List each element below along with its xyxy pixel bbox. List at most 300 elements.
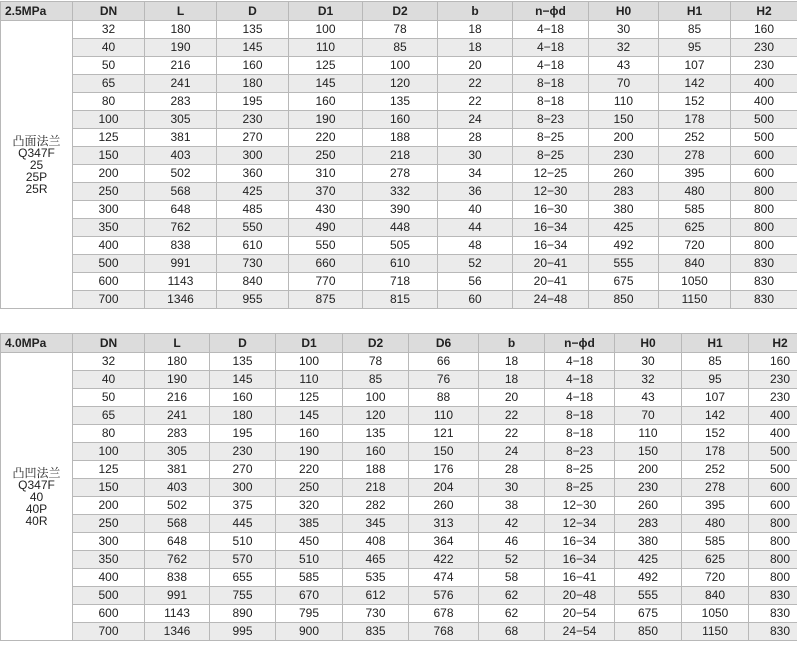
table-cell: 190: [276, 443, 343, 461]
table-cell: 52: [479, 551, 545, 569]
table-cell: 142: [659, 75, 731, 93]
table-cell: 576: [409, 587, 479, 605]
table-cell: 216: [145, 57, 217, 75]
table-cell: 95: [682, 371, 749, 389]
table-cell: 100: [343, 389, 409, 407]
table-cell: 800: [749, 515, 797, 533]
table-cell: 78: [343, 353, 409, 371]
table-cell: 100: [73, 111, 145, 129]
table-cell: 8−18: [545, 407, 615, 425]
table-cell: 283: [615, 515, 682, 533]
table-row: [1, 21, 797, 39]
table-cell: 465: [343, 551, 409, 569]
table-cell: 125: [73, 461, 145, 479]
table-cell: 485: [217, 201, 289, 219]
table-cell: 16−34: [513, 219, 589, 237]
table-cell: 24: [438, 111, 513, 129]
table-cell: 120: [343, 407, 409, 425]
table-cell: 8−23: [545, 443, 615, 461]
table-cell: 230: [615, 479, 682, 497]
table-cell: 32: [73, 21, 145, 39]
table-cell: 502: [145, 497, 210, 515]
table-cell: 16−34: [545, 533, 615, 551]
table-cell: 600: [73, 273, 145, 291]
table-cell: 830: [731, 291, 797, 309]
table-cell: 550: [289, 237, 363, 255]
pressure-header: 4.0MPa: [1, 334, 73, 353]
table-cell: 30: [615, 353, 682, 371]
table-cell: 241: [145, 407, 210, 425]
table-row: [1, 569, 797, 587]
table-cell: 145: [210, 371, 276, 389]
table-cell: 34: [438, 165, 513, 183]
table-cell: 718: [363, 273, 438, 291]
table-cell: 30: [438, 147, 513, 165]
table-cell: 4−18: [513, 21, 589, 39]
table-cell: 991: [145, 587, 210, 605]
table-cell: 313: [409, 515, 479, 533]
table-cell: 216: [145, 389, 210, 407]
table-cell: 500: [749, 461, 797, 479]
table-cell: 4−18: [545, 371, 615, 389]
table-cell: 43: [589, 57, 659, 75]
table-cell: 625: [682, 551, 749, 569]
table-cell: 85: [682, 353, 749, 371]
table-cell: 800: [731, 237, 797, 255]
table-cell: 670: [276, 587, 343, 605]
table-cell: 100: [276, 353, 343, 371]
table-cell: 720: [682, 569, 749, 587]
table-cell: 838: [145, 569, 210, 587]
table-cell: 612: [343, 587, 409, 605]
table-cell: 18: [479, 353, 545, 371]
table-cell: 675: [589, 273, 659, 291]
table-cell: 425: [589, 219, 659, 237]
table-cell: 107: [659, 57, 731, 75]
table-cell: 152: [682, 425, 749, 443]
table-cell: 260: [589, 165, 659, 183]
column-header: D: [217, 2, 289, 21]
table-cell: 80: [73, 425, 145, 443]
table-cell: 85: [363, 39, 438, 57]
table-row: [1, 291, 797, 309]
table-cell: 364: [409, 533, 479, 551]
column-header: b: [479, 334, 545, 353]
table-cell: 50: [73, 389, 145, 407]
table-cell: 4−18: [513, 57, 589, 75]
column-header: D: [210, 334, 276, 353]
table-cell: 32: [589, 39, 659, 57]
table-row: [1, 353, 797, 371]
table-cell: 180: [210, 407, 276, 425]
pressure-header: 2.5MPa: [1, 2, 73, 21]
table-cell: 56: [438, 273, 513, 291]
table-cell: 200: [73, 497, 145, 515]
table-cell: 840: [682, 587, 749, 605]
table-cell: 110: [615, 425, 682, 443]
table-cell: 178: [682, 443, 749, 461]
table-cell: 20−41: [513, 273, 589, 291]
flange-spec-table-2-5mpa: [0, 1, 797, 309]
table-cell: 40: [73, 39, 145, 57]
table-cell: 230: [749, 389, 797, 407]
table-cell: 800: [749, 569, 797, 587]
table-cell: 305: [145, 443, 210, 461]
table-cell: 40: [73, 371, 145, 389]
table-cell: 16−41: [545, 569, 615, 587]
table-cell: 16−30: [513, 201, 589, 219]
table-cell: 65: [73, 407, 145, 425]
table-row: [1, 515, 797, 533]
table-cell: 145: [276, 407, 343, 425]
column-header: D1: [276, 334, 343, 353]
table-cell: 190: [145, 371, 210, 389]
table-cell: 840: [217, 273, 289, 291]
table-cell: 395: [682, 497, 749, 515]
table-cell: 100: [363, 57, 438, 75]
table-cell: 70: [589, 75, 659, 93]
table-cell: 762: [145, 551, 210, 569]
table-cell: 380: [589, 201, 659, 219]
table-cell: 250: [276, 479, 343, 497]
table-row: [1, 461, 797, 479]
table-cell: 230: [731, 39, 797, 57]
table-cell: 230: [731, 57, 797, 75]
table-cell: 283: [145, 93, 217, 111]
table-cell: 625: [659, 219, 731, 237]
table-row: [1, 75, 797, 93]
table-cell: 502: [145, 165, 217, 183]
table-cell: 370: [289, 183, 363, 201]
table-cell: 22: [479, 425, 545, 443]
table-cell: 425: [615, 551, 682, 569]
table-cell: 28: [438, 129, 513, 147]
table-row: [1, 479, 797, 497]
table-cell: 188: [343, 461, 409, 479]
table-row: [1, 443, 797, 461]
table-cell: 320: [276, 497, 343, 515]
table-cell: 20: [479, 389, 545, 407]
table-cell: 160: [276, 425, 343, 443]
table-cell: 610: [363, 255, 438, 273]
table-cell: 425: [217, 183, 289, 201]
table-cell: 160: [749, 353, 797, 371]
column-header: D1: [289, 2, 363, 21]
column-header: H0: [589, 2, 659, 21]
table-cell: 8−25: [513, 129, 589, 147]
table-cell: 107: [682, 389, 749, 407]
table-row: [1, 57, 797, 75]
table-cell: 700: [73, 623, 145, 641]
table-cell: 230: [589, 147, 659, 165]
table-cell: 770: [289, 273, 363, 291]
table-cell: 585: [682, 533, 749, 551]
table-cell: 200: [615, 461, 682, 479]
table-cell: 150: [73, 479, 145, 497]
table-cell: 568: [145, 515, 210, 533]
table-cell: 600: [749, 497, 797, 515]
table-cell: 125: [73, 129, 145, 147]
table-row: [1, 497, 797, 515]
table-cell: 510: [210, 533, 276, 551]
table-cell: 795: [276, 605, 343, 623]
table-cell: 890: [210, 605, 276, 623]
table-cell: 22: [438, 75, 513, 93]
table-cell: 4−18: [513, 39, 589, 57]
table-row: [1, 147, 797, 165]
table-row: [1, 273, 797, 291]
table-cell: 500: [749, 443, 797, 461]
table-cell: 28: [479, 461, 545, 479]
table-cell: 755: [210, 587, 276, 605]
table-cell: 8−18: [513, 93, 589, 111]
table-row: [1, 165, 797, 183]
table-cell: 991: [145, 255, 217, 273]
column-header: H1: [659, 2, 731, 21]
table-cell: 492: [589, 237, 659, 255]
table-cell: 4−18: [545, 389, 615, 407]
table-cell: 190: [145, 39, 217, 57]
table-cell: 220: [276, 461, 343, 479]
table-cell: 46: [479, 533, 545, 551]
table-cell: 400: [731, 75, 797, 93]
table-cell: 350: [73, 219, 145, 237]
column-header: n−ϕd: [545, 334, 615, 353]
table-row: [1, 219, 797, 237]
table-cell: 610: [217, 237, 289, 255]
table-cell: 360: [217, 165, 289, 183]
table-cell: 76: [409, 371, 479, 389]
table-cell: 648: [145, 201, 217, 219]
table-cell: 58: [479, 569, 545, 587]
table-cell: 20−48: [545, 587, 615, 605]
table-cell: 230: [210, 443, 276, 461]
flange-type-line: 凸面法兰: [12, 133, 61, 148]
table-cell: 18: [438, 21, 513, 39]
table-cell: 160: [731, 21, 797, 39]
column-header: H1: [682, 334, 749, 353]
table-cell: 8−18: [545, 425, 615, 443]
table-cell: 403: [145, 479, 210, 497]
table-cell: 18: [438, 39, 513, 57]
table-cell: 218: [363, 147, 438, 165]
table-cell: 65: [73, 75, 145, 93]
table-cell: 250: [289, 147, 363, 165]
table-cell: 300: [210, 479, 276, 497]
table-cell: 150: [73, 147, 145, 165]
column-header: D2: [363, 2, 438, 21]
table-cell: 300: [73, 533, 145, 551]
table-cell: 95: [659, 39, 731, 57]
table-cell: 270: [210, 461, 276, 479]
table-cell: 535: [343, 569, 409, 587]
table-cell: 762: [145, 219, 217, 237]
table-cell: 43: [615, 389, 682, 407]
table-cell: 88: [409, 389, 479, 407]
table-cell: 830: [749, 605, 797, 623]
table-cell: 815: [363, 291, 438, 309]
table-cell: 180: [217, 75, 289, 93]
table-row: [1, 587, 797, 605]
table-cell: 375: [210, 497, 276, 515]
column-header: DN: [73, 2, 145, 21]
table-cell: 800: [731, 219, 797, 237]
table-cell: 600: [749, 479, 797, 497]
table-cell: 800: [749, 533, 797, 551]
table-cell: 1050: [659, 273, 731, 291]
table-cell: 160: [363, 111, 438, 129]
table-row: [1, 605, 797, 623]
table-cell: 480: [682, 515, 749, 533]
table-cell: 200: [73, 165, 145, 183]
table-cell: 145: [217, 39, 289, 57]
table-cell: 160: [343, 443, 409, 461]
table-cell: 830: [749, 623, 797, 641]
table-cell: 152: [659, 93, 731, 111]
table-cell: 380: [615, 533, 682, 551]
table-cell: 8−25: [513, 147, 589, 165]
table-cell: 150: [409, 443, 479, 461]
table-row: [1, 389, 797, 407]
table-cell: 270: [217, 129, 289, 147]
table-cell: 445: [210, 515, 276, 533]
table-cell: 830: [749, 587, 797, 605]
table-cell: 44: [438, 219, 513, 237]
table-cell: 160: [289, 93, 363, 111]
table-cell: 195: [210, 425, 276, 443]
table-cell: 60: [438, 291, 513, 309]
table-cell: 176: [409, 461, 479, 479]
table-cell: 16−34: [513, 237, 589, 255]
flange-type-line: 40P: [25, 501, 48, 516]
table-cell: 24−48: [513, 291, 589, 309]
table-cell: 400: [749, 407, 797, 425]
table-cell: 450: [276, 533, 343, 551]
table-row: [1, 551, 797, 569]
column-header: H2: [731, 2, 797, 21]
table-cell: 555: [615, 587, 682, 605]
table-row: [1, 39, 797, 57]
table-cell: 135: [217, 21, 289, 39]
table-cell: 995: [210, 623, 276, 641]
table-cell: 180: [145, 21, 217, 39]
table-cell: 500: [73, 587, 145, 605]
flange-type-label: [1, 21, 73, 309]
table-cell: 121: [409, 425, 479, 443]
flange-type-line: 25R: [25, 181, 48, 196]
table-cell: 1346: [145, 291, 217, 309]
table-cell: 850: [615, 623, 682, 641]
table-cell: 70: [615, 407, 682, 425]
table-cell: 22: [479, 407, 545, 425]
table-cell: 555: [589, 255, 659, 273]
table-cell: 408: [343, 533, 409, 551]
flange-type-label: [1, 353, 73, 641]
table-cell: 120: [363, 75, 438, 93]
table-cell: 125: [289, 57, 363, 75]
table-cell: 300: [217, 147, 289, 165]
table-row: [1, 237, 797, 255]
table-cell: 20−54: [545, 605, 615, 623]
table-cell: 955: [217, 291, 289, 309]
table-cell: 1346: [145, 623, 210, 641]
table-cell: 900: [276, 623, 343, 641]
table-cell: 500: [73, 255, 145, 273]
flange-type-line: 凸凹法兰: [12, 465, 61, 480]
table-cell: 585: [659, 201, 731, 219]
table-cell: 1150: [659, 291, 731, 309]
table-row: [1, 371, 797, 389]
table-cell: 730: [343, 605, 409, 623]
table-cell: 278: [363, 165, 438, 183]
table-cell: 278: [682, 479, 749, 497]
table-cell: 150: [589, 111, 659, 129]
table-cell: 30: [589, 21, 659, 39]
table-cell: 800: [731, 201, 797, 219]
table-cell: 160: [210, 389, 276, 407]
table-cell: 400: [73, 237, 145, 255]
table-cell: 218: [343, 479, 409, 497]
table-cell: 250: [73, 183, 145, 201]
table-cell: 80: [73, 93, 145, 111]
table-cell: 24−54: [545, 623, 615, 641]
table-cell: 38: [479, 497, 545, 515]
table-cell: 12−30: [513, 183, 589, 201]
table-cell: 585: [276, 569, 343, 587]
table-cell: 32: [73, 353, 145, 371]
table-cell: 474: [409, 569, 479, 587]
table-cell: 12−25: [513, 165, 589, 183]
table-cell: 78: [363, 21, 438, 39]
table-cell: 570: [210, 551, 276, 569]
table-cell: 52: [438, 255, 513, 273]
table-cell: 850: [589, 291, 659, 309]
table-cell: 36: [438, 183, 513, 201]
table-row: [1, 533, 797, 551]
table-cell: 230: [749, 371, 797, 389]
table-cell: 42: [479, 515, 545, 533]
table-cell: 100: [289, 21, 363, 39]
table-cell: 12−34: [545, 515, 615, 533]
column-header: L: [145, 334, 210, 353]
table-cell: 4−18: [545, 353, 615, 371]
column-header: L: [145, 2, 217, 21]
table-cell: 125: [276, 389, 343, 407]
table-cell: 490: [289, 219, 363, 237]
flange-type-line: 25: [29, 157, 44, 172]
table-cell: 241: [145, 75, 217, 93]
table-cell: 600: [731, 147, 797, 165]
table-cell: 110: [589, 93, 659, 111]
table-cell: 283: [589, 183, 659, 201]
flange-type-line: 40: [29, 489, 44, 504]
table-cell: 12−30: [545, 497, 615, 515]
flange-type-line: 40R: [25, 513, 48, 528]
table-cell: 395: [659, 165, 731, 183]
table-cell: 403: [145, 147, 217, 165]
flange-type-line: Q347F: [18, 145, 55, 160]
table-cell: 381: [145, 461, 210, 479]
table-cell: 24: [479, 443, 545, 461]
table-cell: 178: [659, 111, 731, 129]
table-cell: 100: [73, 443, 145, 461]
table-cell: 135: [343, 425, 409, 443]
column-header: n−ϕd: [513, 2, 589, 21]
table-cell: 85: [343, 371, 409, 389]
table-cell: 720: [659, 237, 731, 255]
table-cell: 20: [438, 57, 513, 75]
table-cell: 110: [409, 407, 479, 425]
